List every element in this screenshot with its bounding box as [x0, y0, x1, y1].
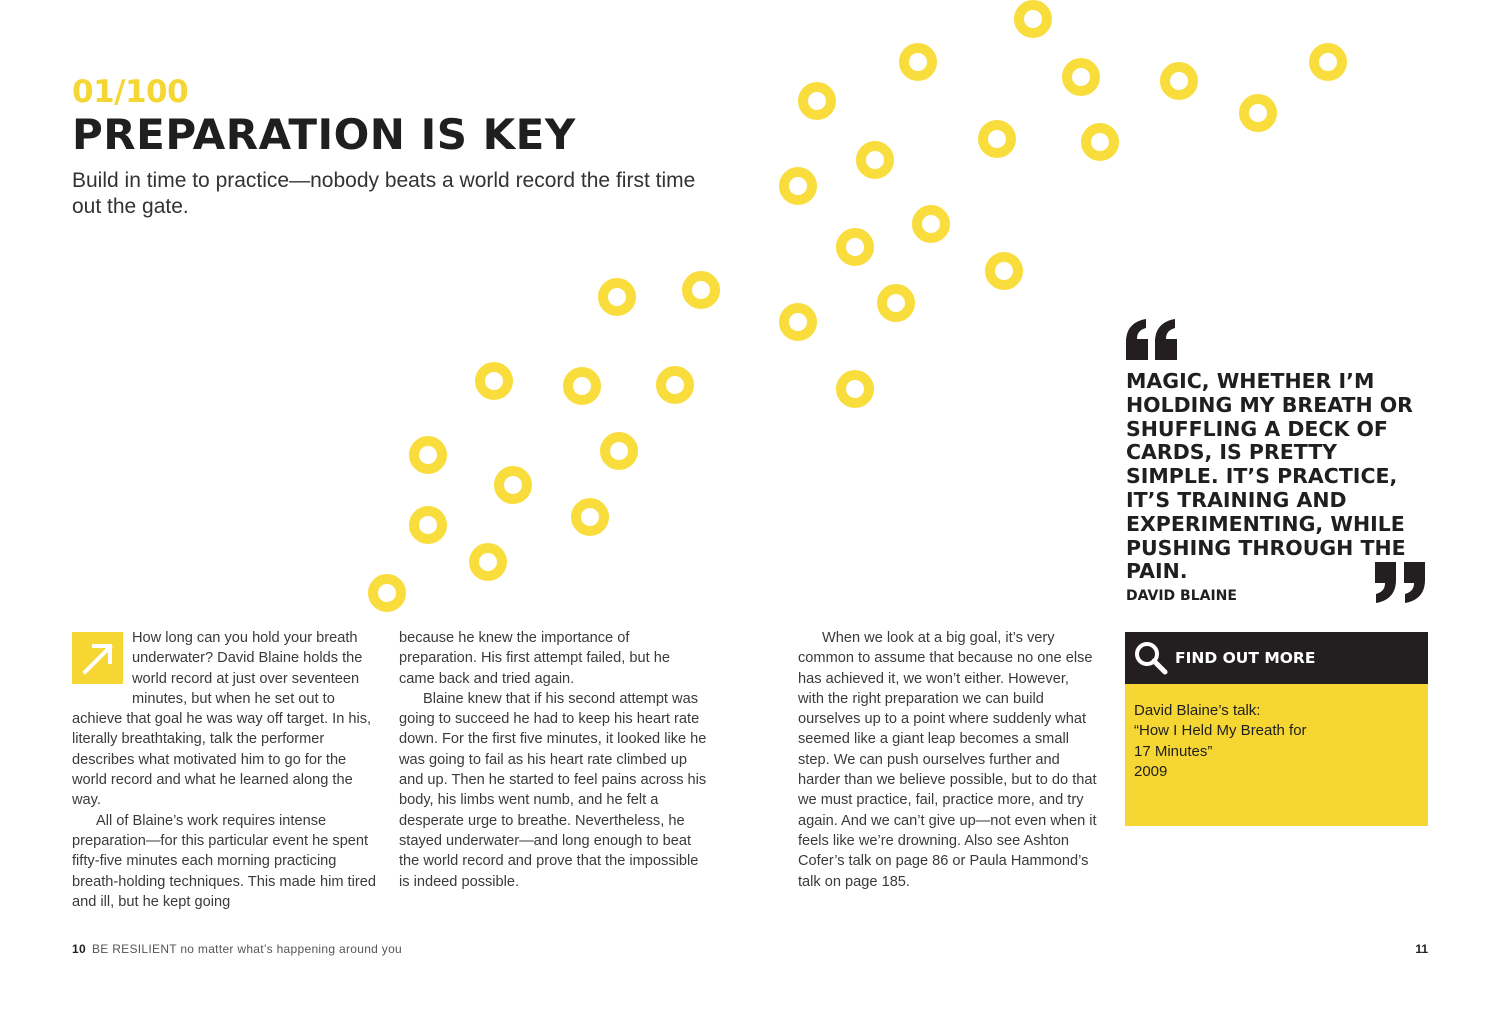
bubble-ring — [661, 371, 689, 399]
page-number-right: 11 — [1415, 942, 1428, 956]
bubble-ring — [1019, 5, 1047, 33]
bubble-ring — [1165, 67, 1193, 95]
paragraph: When we look at a big goal, it’s very common to assume that because no one else has achieved it, we won’t either. However, with the right preparation we can build ourselves up to a point where suddenly what seemed like a giant leap becomes a small step. We can push ourselves further and harder than we believe possible, but to do that we must practice, fail, practice more, and try again. And we can’t give up—not even when it feels like we’re drowning. Also see Ashton Cofer’s talk on page 86 or Paula Hammond’s talk on page 185. — [798, 630, 1097, 890]
talk-title: “How I Held My Breath for — [1134, 722, 1307, 740]
bubble-ring — [841, 375, 869, 403]
talk-title: 17 Minutes” — [1134, 742, 1213, 760]
bubble-ring — [687, 276, 715, 304]
bubble-ring — [373, 579, 401, 607]
bubble-ring — [990, 257, 1018, 285]
close-quote-icon — [1372, 560, 1428, 604]
pull-quote: MAGIC, WHETHER I’M HOLDING MY BREATH OR SHUFFLING A DECK OF CARDS, IS PRETTY SIMPLE. IT’S PRACTICE, IT’S TRAINING AND EXPERIMENTING, WHILE PUSHING THROUGH THE PAIN. — [1126, 369, 1413, 584]
bubble-ring — [1067, 63, 1095, 91]
bubble-ring — [1086, 128, 1114, 156]
find-out-more-content — [1134, 701, 1414, 782]
bubble-ring — [841, 233, 869, 261]
bubble-ring — [803, 87, 831, 115]
section-number: 01/100 — [72, 74, 189, 110]
bubble-ring — [904, 48, 932, 76]
body-column-3 — [798, 628, 1098, 892]
page-title: PREPARATION IS KEY — [72, 110, 576, 159]
quote-author: DAVID BLAINE — [1126, 588, 1237, 604]
subtitle: Build in time to practice—nobody beats a world record the first time out the gate. — [72, 169, 696, 218]
bubble-ring — [474, 548, 502, 576]
paragraph: Blaine knew that if his second attempt was going to succeed he had to keep his heart rate down. For the first five minutes, it looked like he was going to fail as his heart rate climbed up and up. Then he started to feel pains across his body, his limbs went numb, and he felt a desperate urge to breathe. Nevertheless, he stayed underwater—and long enough to beat the world record and prove that the impossible is indeed possible. — [399, 690, 707, 890]
bubble-ring — [917, 210, 945, 238]
bubble-ring — [568, 372, 596, 400]
bubble-ring — [983, 125, 1011, 153]
bubble-ring — [882, 289, 910, 317]
bubble-ring — [784, 172, 812, 200]
open-quote-icon — [1124, 318, 1180, 362]
bubble-ring — [784, 308, 812, 336]
bubble-ring — [414, 441, 442, 469]
bubble-ring — [1244, 99, 1272, 127]
find-out-more-title: FIND OUT MORE — [1175, 649, 1316, 667]
talk-label: David Blaine’s talk: — [1134, 702, 1261, 719]
bubble-ring — [576, 503, 604, 531]
running-head: BE RESILIENT no matter what’s happening around you — [91, 942, 403, 956]
search-icon — [1133, 640, 1169, 676]
footer-left — [72, 942, 402, 956]
paragraph: How long can you hold your breath underwater? David Blaine holds the world record at just over seventeen minutes, but when he set out to achieve that goal he was way off target. In his, literally breathtaking, talk the performer describes what motivated him to go for the world record and what he learned along the way. — [72, 630, 372, 809]
body-column-1 — [72, 628, 378, 912]
bubble-ring — [605, 437, 633, 465]
bubble-ring — [1314, 48, 1342, 76]
bubble-ring — [414, 511, 442, 539]
bubble-ring — [603, 283, 631, 311]
bubble-ring — [480, 367, 508, 395]
paragraph: All of Blaine’s work requires intense preparation—for this particular event he spent fifty-five minutes each morning practicing breath-holding techniques. This made him tired and ill, but he kept going — [72, 812, 376, 910]
bubble-ring — [499, 471, 527, 499]
body-column-2 — [399, 628, 709, 892]
talk-year: 2009 — [1134, 762, 1168, 780]
paragraph: because he knew the importance of preparation. His first attempt failed, but he came back and tried again. — [399, 630, 670, 687]
page-number-left: 10 — [72, 942, 86, 956]
bubble-ring — [861, 146, 889, 174]
